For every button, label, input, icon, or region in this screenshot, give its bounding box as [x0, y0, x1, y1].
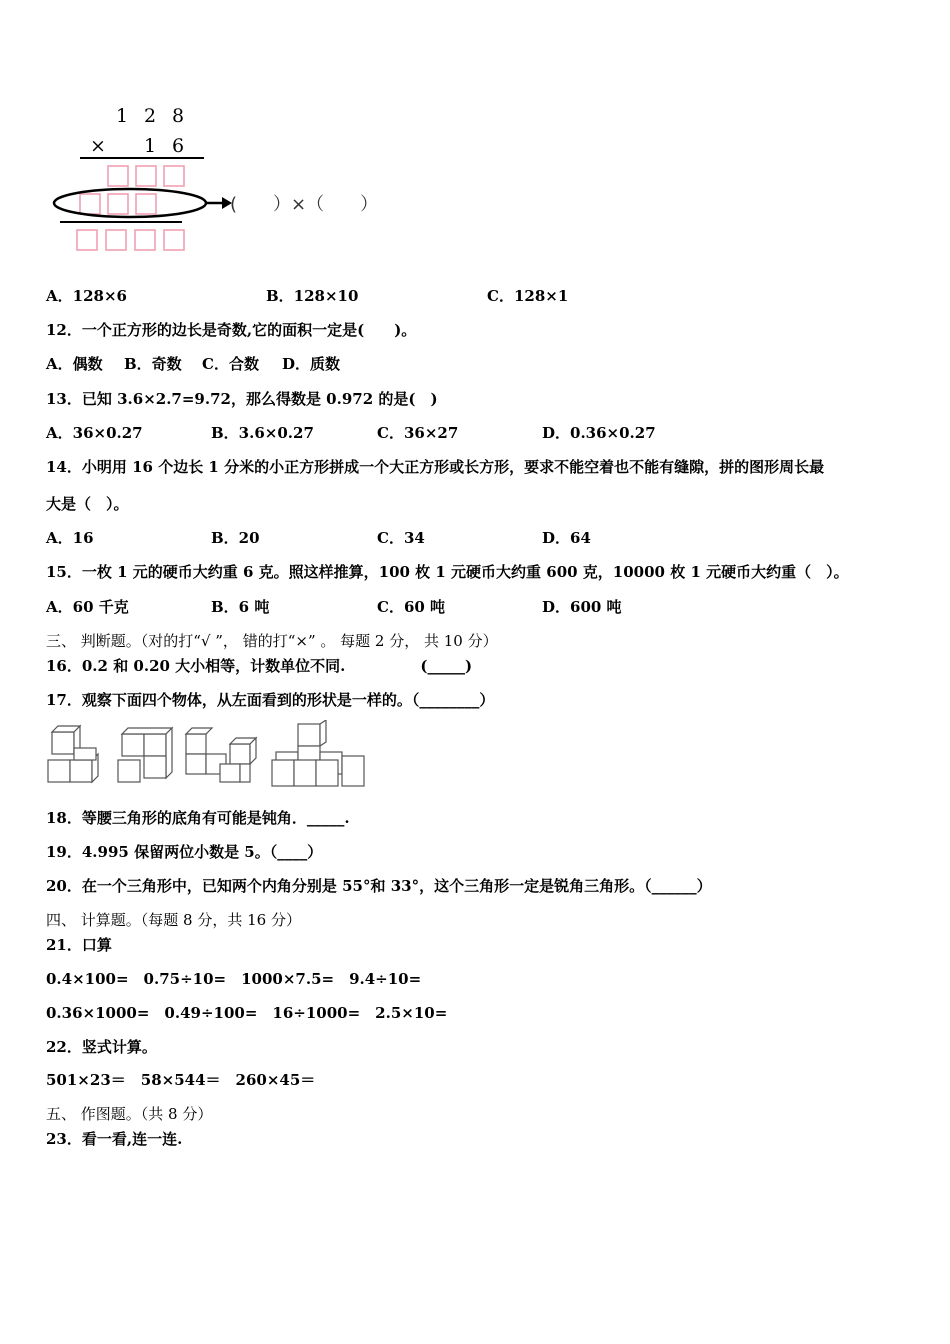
cube-figure-4	[272, 720, 364, 786]
q14-option-a[interactable]: A．16	[46, 529, 94, 547]
q15-option-a[interactable]: A．60 千克	[46, 598, 129, 616]
q12-option-a[interactable]: A．偶数	[46, 355, 103, 373]
q15-option-c[interactable]: C．60 吨	[377, 598, 446, 616]
digit-1: 1	[116, 105, 129, 127]
q14-question-line1: 14．小明用 16 个边长 1 分米的小正方形拼成一个大正方形或长方形，要求不能空着也不能有缝隙，拼的图形周长最	[46, 458, 825, 476]
q22-question: 22．竖式计算。	[46, 1038, 157, 1056]
q19-question: 19．4.995 保留两位小数是 5。（____）	[46, 843, 323, 861]
q11-option-b[interactable]: B．128×10	[266, 287, 359, 305]
q21-row-1: 0.4×100= 0.75÷10= 1000×7.5= 9.4÷10=	[46, 970, 422, 988]
cube-figure-3	[186, 728, 256, 782]
section-3-title: 三、 判断题。（对的打“√ ”， 错的打“×” 。 每题 2 分， 共 10 分）	[46, 632, 498, 650]
q13-option-d[interactable]: D．0.36×0.27	[542, 424, 656, 442]
q15-question: 15．一枚 1 元的硬币大约重 6 克。照这样推算，100 枚 1 元硬币大约重 600 克，10000 枚 1 元硬币大约重（ ）。	[46, 563, 849, 581]
digit-1b: 1	[144, 135, 157, 157]
section-5-title: 五、 作图题。（共 8 分）	[46, 1105, 213, 1123]
box-row-3	[77, 230, 184, 250]
q14-question-line2: 大是（ ）。	[46, 495, 129, 513]
q11-option-c[interactable]: C．128×1	[487, 287, 569, 305]
digit-8: 8	[172, 105, 185, 127]
q12-option-c[interactable]: C．合数	[202, 355, 259, 373]
q21-question: 21．口算	[46, 936, 112, 954]
highlight-ellipse	[54, 189, 206, 217]
section-4-title: 四、 计算题。（每题 8 分，共 16 分）	[46, 911, 301, 929]
q13-option-c[interactable]: C．36×27	[377, 424, 459, 442]
multiplication-figure	[50, 100, 410, 260]
q14-option-d[interactable]: D．64	[542, 529, 591, 547]
q11-option-a[interactable]: A．128×6	[46, 287, 127, 305]
q13-option-a[interactable]: A．36×0.27	[46, 424, 143, 442]
q21-row-2: 0.36×1000= 0.49÷100= 16÷1000= 2.5×10=	[46, 1004, 448, 1022]
q15-option-d[interactable]: D．600 吨	[542, 598, 622, 616]
q13-question: 13．已知 3.6×2.7=9.72，那么得数是 0.972 的是( )	[46, 390, 438, 408]
q20-question: 20．在一个三角形中，已知两个内角分别是 55°和 33°，这个三角形一定是锐角三角形。（______）	[46, 877, 712, 895]
q16-question: 16．0.2 和 0.20 大小相等，计数单位不同. (_____)	[46, 657, 473, 675]
box-row-2	[80, 194, 156, 214]
cube-figure-2	[118, 728, 172, 782]
paren-expression: ( ）×（ ）	[230, 194, 379, 215]
q23-question: 23．看一看,连一连.	[46, 1130, 183, 1148]
q12-option-b[interactable]: B．奇数	[124, 355, 182, 373]
q12-option-d[interactable]: D．质数	[282, 355, 341, 373]
times-sign: ×	[90, 135, 106, 157]
box-row-1	[108, 166, 184, 186]
q17-question: 17．观察下面四个物体，从左面看到的形状是一样的。（________）	[46, 691, 495, 709]
q13-option-b[interactable]: B．3.6×0.27	[211, 424, 314, 442]
q18-question: 18．等腰三角形的底角有可能是钝角．_____.	[46, 809, 350, 827]
digit-2: 2	[144, 105, 157, 127]
q22-row: 501×23＝ 58×544＝ 260×45＝	[46, 1071, 316, 1089]
cube-figure-1	[48, 726, 98, 782]
q12-question: 12．一个正方形的边长是奇数,它的面积一定是( )。	[46, 321, 417, 339]
q14-option-b[interactable]: B．20	[211, 529, 260, 547]
digit-6: 6	[172, 135, 185, 157]
q17-cube-figures	[44, 720, 374, 790]
q15-option-b[interactable]: B．6 吨	[211, 598, 270, 616]
q14-option-c[interactable]: C．34	[377, 529, 425, 547]
